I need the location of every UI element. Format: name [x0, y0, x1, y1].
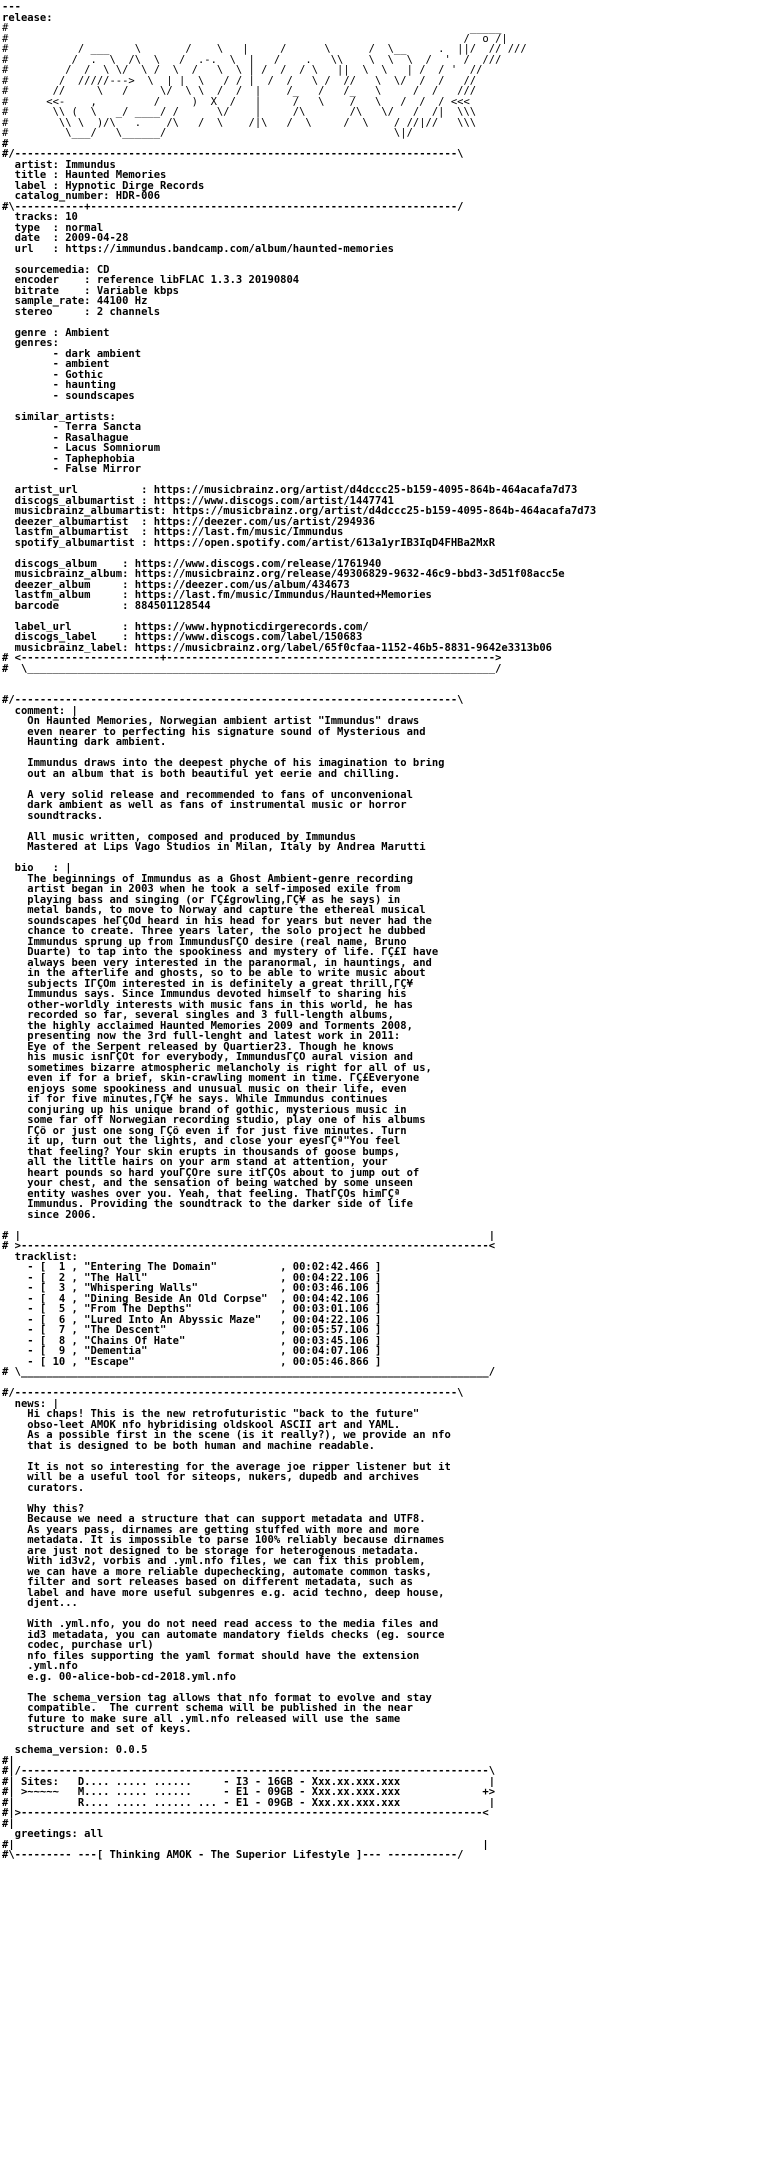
nfo-line: With id3v2, vorbis and .yml.nfo files, we can fix this problem,	[2, 1556, 426, 1567]
nfo-line	[2, 1378, 766, 1389]
nfo-line: As a possible first in the scene (is it really?), we provide an nfo	[2, 1430, 451, 1441]
nfo-line: release:	[2, 12, 53, 23]
nfo-line: the highly acclaimed Haunted Memories 2009 and Torments 2008,	[2, 1020, 413, 1031]
nfo-line: date : 2009-04-28	[2, 233, 129, 244]
nfo-line: even if for a brief, skin-crawling moment in time. ΓÇ£Everyone	[2, 1073, 420, 1084]
nfo-line: entity washes over you. Yeah, that feeling. ThatΓÇÖs himΓÇª	[2, 1188, 401, 1199]
nfo-line: genre : Ambient	[2, 327, 110, 338]
nfo-line: - [ 2 , "The Hall" , 00:04:22.106 ]	[2, 1272, 382, 1283]
nfo-line: - dark ambient	[2, 348, 142, 359]
nfo-line: in the afterlife and ghosts, so to be able to write music about	[2, 968, 426, 979]
nfo-line	[2, 853, 766, 864]
ascii-logo-line: # <<- __, __/ __) X / | ___/ \ ___/ \ _/ / / <<<	[2, 96, 470, 107]
nfo-line: stereo : 2 channels	[2, 306, 161, 317]
nfo-line: #|>-------------------------------------------------------------------------<	[2, 1808, 489, 1819]
nfo-line: lastfm_album : https://last.fm/music/Immundus/Haunted+Memories	[2, 590, 432, 601]
nfo-line: sourcemedia: CD	[2, 264, 110, 275]
nfo-line	[2, 1493, 766, 1504]
nfo-line: - [ 10 , "Escape" , 00:05:46.866 ]	[2, 1356, 382, 1367]
nfo-line: Hi chaps! This is the new retrofuturistic "back to the future"	[2, 1409, 420, 1420]
nfo-line: - ambient	[2, 359, 110, 370]
nfo-line: - Gothic	[2, 369, 104, 380]
nfo-line: encoder : reference libFLAC 1.3.3 20190804	[2, 275, 300, 286]
nfo-line: bio : |	[2, 863, 72, 874]
nfo-line: It is not so interesting for the average joe ripper listener but it	[2, 1461, 451, 1472]
nfo-line: enjoys some spookiness and unusual music on their life, even	[2, 1083, 407, 1094]
nfo-line: playing bass and singing (or ΓÇ£growling,ΓÇ¥ as he says) in	[2, 894, 401, 905]
nfo-line: nfo files supporting the yaml format should have the extension	[2, 1650, 420, 1661]
nfo-document	[2, 2, 766, 1861]
nfo-line: genres:	[2, 338, 59, 349]
nfo-line: tracklist:	[2, 1251, 78, 1262]
nfo-line: As years pass, dirnames are getting stuffed with more and more	[2, 1524, 420, 1535]
nfo-line	[2, 685, 766, 696]
nfo-line	[2, 1451, 766, 1462]
nfo-line: we can have a more reliable dupechecking, automate common tasks,	[2, 1566, 432, 1577]
nfo-line	[2, 475, 766, 486]
nfo-line	[2, 1682, 766, 1693]
nfo-line: #/----------------------------------------------------------------------\	[2, 149, 464, 160]
nfo-line: - [ 8 , "Chains Of Hate" , 00:03:45.106 ]	[2, 1335, 382, 1346]
nfo-line: chance to create. Three years later, the solo project he dubbed	[2, 926, 426, 937]
nfo-line: spotify_albumartist : https://open.spotify.com/artist/613a1yrIB3IqD4FHBa2MxR	[2, 537, 496, 548]
nfo-line: metadata. It is impossible to parse 100% reliably because dirnames	[2, 1535, 445, 1546]
nfo-line: # \__________________________________________________________________________/	[2, 1367, 496, 1378]
nfo-line: - haunting	[2, 380, 116, 391]
nfo-line	[2, 821, 766, 832]
nfo-line: #|	[2, 1755, 15, 1766]
nfo-line	[2, 1220, 766, 1231]
nfo-line: his music isnΓÇÖt for everybody, ImmundusΓÇÖ aural vision and	[2, 1052, 413, 1063]
nfo-line: artist: Immundus	[2, 159, 116, 170]
nfo-line: A very solid release and recommended to fans of unconvenional	[2, 789, 413, 800]
nfo-line: presenting now the 3rd full-lenght and latest work in 2011:	[2, 1031, 401, 1042]
nfo-line: news: |	[2, 1398, 59, 1409]
nfo-line: #|/--------------------------------------------------------------------------\	[2, 1766, 496, 1777]
nfo-line: - Terra Sancta	[2, 422, 142, 433]
ascii-logo-line: # \\_\__)/\___.____/\___/ \____/|\___/ \_____/ \____/ //|// \\\	[2, 117, 477, 128]
nfo-line: always been very interested in the paranormal, in hauntings, and	[2, 957, 432, 968]
nfo-line: #\-----------+----------------------------------------------------------/	[2, 201, 464, 212]
nfo-line	[2, 611, 766, 622]
nfo-line: url : https://immundus.bandcamp.com/album/haunted-memories	[2, 243, 394, 254]
nfo-line: #| R.... ..... ...... ... - E1 - 09GB - Xxx.xx.xxx.xxx |	[2, 1797, 496, 1808]
nfo-line: are just not designed to be storage for heterogenous metadata.	[2, 1545, 420, 1556]
nfo-line: schema_version: 0.0.5	[2, 1745, 148, 1756]
nfo-line: similar_artists:	[2, 411, 116, 422]
nfo-line: ---	[2, 2, 21, 13]
nfo-line: - [ 7 , "The Descent" , 00:05:57.106 ]	[2, 1325, 382, 1336]
nfo-line: - Lacus Somniorum	[2, 443, 161, 454]
nfo-line	[2, 1609, 766, 1620]
nfo-line: ΓÇô or just one song ΓÇô even if for just five minutes. Turn	[2, 1125, 407, 1136]
nfo-line: title : Haunted Memories	[2, 170, 167, 181]
ascii-logo-line: # ________ ____ ______ __ / o /|	[2, 33, 508, 44]
nfo-line: that is designed to be both human and machine readable.	[2, 1440, 375, 1451]
nfo-line: - [ 4 , "Dining Beside An Old Corpse" , 00:04:42.106 ]	[2, 1293, 382, 1304]
nfo-line: #/----------------------------------------------------------------------\	[2, 1388, 464, 1399]
nfo-line: out an album that is both beautiful yet eerie and chilling.	[2, 768, 401, 779]
nfo-line: Duarte) to tap into the spookiness and mystery of life. ΓÇ£I have	[2, 947, 439, 958]
nfo-line: - [ 9 , "Dementia" , 00:04:07.106 ]	[2, 1346, 382, 1357]
nfo-line: sometimes bizarre atmospheric melancholy is right for all of us,	[2, 1062, 432, 1073]
nfo-line: subjects IΓÇÖm interested in is definitely a great thrill,ΓÇ¥	[2, 978, 413, 989]
nfo-line: .yml.nfo	[2, 1661, 78, 1672]
nfo-line: artist began in 2003 when he took a self-imposed exile from	[2, 884, 401, 895]
nfo-line: if for five minutes,ΓÇ¥ he says. While Immundus continues	[2, 1094, 388, 1105]
nfo-line: curators.	[2, 1482, 85, 1493]
nfo-line: #	[2, 138, 9, 149]
ascii-logo-line: # \___/ \______/ \|/	[2, 128, 413, 139]
nfo-line: Immundus draws into the deepest phyche of his imagination to bring	[2, 758, 445, 769]
nfo-line: - False Mirror	[2, 464, 142, 475]
nfo-line: - [ 5 , "From The Depths" , 00:03:01.106 ]	[2, 1304, 382, 1315]
nfo-line: musicbrainz_album: https://musicbrainz.org/release/49306829-9632-46c9-bbd3-3d51f08acc5e	[2, 569, 565, 580]
nfo-line: recorded so far, several singles and 3 full-length albums,	[2, 1010, 394, 1021]
nfo-line	[2, 674, 766, 685]
nfo-line: deezer_albumartist : https://deezer.com/us/artist/294936	[2, 516, 375, 527]
nfo-line: soundtracks.	[2, 810, 104, 821]
nfo-line: heart pounds so hard youΓÇÖre sure itΓÇÖs about to jump out of	[2, 1167, 420, 1178]
nfo-line: future to make sure all .yml.nfo released will use the same	[2, 1713, 401, 1724]
nfo-line: all the little hairs on your arm stand at attention, your	[2, 1157, 388, 1168]
nfo-line: codec, purchase url)	[2, 1640, 154, 1651]
nfo-line: label_url : https://www.hypnoticdirgerecords.com/	[2, 621, 369, 632]
nfo-line: bitrate : Variable kbps	[2, 285, 180, 296]
nfo-line	[2, 748, 766, 759]
nfo-line: Because we need a structure that can support metadata and UTF8.	[2, 1514, 426, 1525]
nfo-line	[2, 1735, 766, 1746]
nfo-line: metal bands, to move to Norway and capture the ethereal musical	[2, 905, 426, 916]
nfo-line: All music written, composed and produced by Immundus	[2, 831, 357, 842]
ascii-logo-line: # / ___ \ / \ | / \ / \__ . ||/ // ///	[2, 44, 527, 55]
nfo-line: that feeling? Your skin erupts in thousands of goose bumps,	[2, 1146, 401, 1157]
nfo-line: deezer_album : https://deezer.com/us/album/434673	[2, 579, 350, 590]
nfo-line: # | |	[2, 1230, 496, 1241]
nfo-line: - Taphephobia	[2, 453, 135, 464]
nfo-line: sample_rate: 44100 Hz	[2, 296, 148, 307]
nfo-line: djent...	[2, 1598, 78, 1609]
nfo-line: #/----------------------------------------------------------------------\	[2, 695, 464, 706]
nfo-line: discogs_album : https://www.discogs.com/release/1761940	[2, 558, 382, 569]
nfo-line: since 2006.	[2, 1209, 97, 1220]
nfo-line: barcode : 884501128544	[2, 600, 211, 611]
nfo-line: The beginnings of Immundus as a Ghost Ambient-genre recording	[2, 873, 413, 884]
nfo-line: - [ 1 , "Entering The Domain" , 00:02:42.466 ]	[2, 1262, 382, 1273]
nfo-line: lastfm_albumartist : https://last.fm/music/Immundus	[2, 527, 344, 538]
nfo-line: structure and set of keys.	[2, 1724, 192, 1735]
nfo-line: compatible. The current schema will be published in the near	[2, 1703, 413, 1714]
nfo-line: # <----------------------+---------------------------------------------------->	[2, 653, 502, 664]
nfo-line: Immundus sprung up from ImmundusΓÇÖ desire (real name, Bruno	[2, 936, 407, 947]
nfo-line: #|	[2, 1818, 15, 1829]
nfo-line: #| |	[2, 1839, 489, 1850]
nfo-line: label : Hypnotic Dirge Records	[2, 180, 205, 191]
nfo-line: tracks: 10	[2, 212, 78, 223]
nfo-line: even nearer to perfecting his signature sound of Mysterious and	[2, 726, 426, 737]
ascii-logo-line: # // \ / \/ \ \ / / | /_ / /_ \ / / ///	[2, 86, 477, 97]
nfo-line: Haunting dark ambient.	[2, 737, 167, 748]
nfo-line: Immundus says. Since Immundus devoted himself to sharing his	[2, 989, 407, 1000]
nfo-line: - Rasalhague	[2, 432, 129, 443]
nfo-line: #| >~~~~~ M.... ..... ...... - E1 - 09GB - Xxx.xx.xxx.xxx +>	[2, 1787, 496, 1798]
nfo-line: discogs_label : https://www.discogs.com/label/150683	[2, 632, 363, 643]
nfo-line	[2, 401, 766, 412]
nfo-line: musicbrainz_label: https://musicbrainz.org/label/65f0cfaa-1152-46b5-8831-9642e3313b06	[2, 642, 552, 653]
nfo-line: #\--------- ---[ Thinking AMOK - The Superior Lifestyle ]--- -----------/	[2, 1850, 464, 1861]
ascii-logo-line: # _____	[2, 23, 502, 34]
nfo-line: it up, turn out the lights, and close your eyesΓÇª"You feel	[2, 1136, 401, 1147]
nfo-line: filter and sort releases based on different metadata, such as	[2, 1577, 413, 1588]
nfo-line: Eye of the Serpent released by Quartier23. Though he knows	[2, 1041, 394, 1052]
ascii-logo-line: # \\ ( \ _/ ____/ / \/ | /\ /\ \/ / /| \\\	[2, 107, 477, 118]
nfo-line: label and have more useful subgenres e.g. acid techno, deep house,	[2, 1587, 445, 1598]
nfo-line: greetings: all	[2, 1829, 104, 1840]
ascii-logo-line: # / /////---> \ | | \ / / | / / \ / // \ \/ / / //	[2, 75, 477, 86]
nfo-line: your chest, and the sensation of being watched by some unseen	[2, 1178, 413, 1189]
nfo-line: Mastered at Lips Vago Studios in Milan, Italy by Andrea Marutti	[2, 842, 426, 853]
nfo-line: obso-leet AMOK nfo hybridising oldskool ASCII art and YAML.	[2, 1419, 401, 1430]
nfo-line: - soundscapes	[2, 390, 135, 401]
nfo-line: discogs_albumartist : https://www.discogs.com/artist/1447741	[2, 495, 394, 506]
nfo-line: some far off Norwegian recording studio, play one of his albums	[2, 1115, 426, 1126]
nfo-line: On Haunted Memories, Norwegian ambient artist "Immundus" draws	[2, 716, 420, 727]
nfo-line	[2, 317, 766, 328]
nfo-line: # >--------------------------------------------------------------------------<	[2, 1241, 496, 1252]
ascii-logo-line: # / / \ \/ \ / \ / \ \ | / / / \ || \ \ | / / ' //	[2, 65, 483, 76]
nfo-line	[2, 779, 766, 790]
nfo-line	[2, 254, 766, 265]
nfo-line: e.g. 00-alice-bob-cd-2018.yml.nfo	[2, 1671, 236, 1682]
nfo-line: artist_url : https://musicbrainz.org/artist/d4dccc25-b159-4095-864b-464acafa7d73	[2, 485, 578, 496]
nfo-line: - [ 3 , "Whispering Walls" , 00:03:46.106 ]	[2, 1283, 382, 1294]
nfo-line: Immundus. Providing the soundtrack to the darker side of life	[2, 1199, 413, 1210]
nfo-line: #| Sites: D.... ..... ...... - I3 - 16GB - Xxx.xx.xxx.xxx |	[2, 1776, 496, 1787]
nfo-line: Why this?	[2, 1503, 85, 1514]
nfo-line: # \__________________________________________________________________________/	[2, 663, 502, 674]
nfo-line: The schema_version tag allows that nfo format to evolve and stay	[2, 1692, 432, 1703]
nfo-line: With .yml.nfo, you do not need read access to the media files and	[2, 1619, 439, 1630]
nfo-line: type : normal	[2, 222, 104, 233]
nfo-line	[2, 548, 766, 559]
nfo-line: id3 metadata, you can automate mandatory fields checks (eg. source	[2, 1629, 445, 1640]
nfo-line: will be a useful tool for siteops, nukers, dupedb and archives	[2, 1472, 420, 1483]
nfo-line: comment: |	[2, 705, 78, 716]
nfo-line: dark ambient as well as fans of instrumental music or horror	[2, 800, 407, 811]
nfo-line: soundscapes heΓÇÖd heard in his head for years but never had the	[2, 915, 432, 926]
nfo-line: other-worldly interests with music fans in this world, he has	[2, 999, 413, 1010]
nfo-line: conjuring up his unique brand of gothic, mysterious music in	[2, 1104, 407, 1115]
nfo-line: musicbrainz_albumartist: https://musicbrainz.org/artist/d4dccc25-b159-4095-864b-464acafa7d73	[2, 506, 597, 517]
ascii-logo-line: # / . \ /\ \__ / .-. \ | __/ . \\ __\ \ \ / ' / ///	[2, 54, 502, 65]
nfo-line: - [ 6 , "Lured Into An Abyssic Maze" , 00:04:22.106 ]	[2, 1314, 382, 1325]
nfo-line: catalog_number: HDR-006	[2, 191, 161, 202]
